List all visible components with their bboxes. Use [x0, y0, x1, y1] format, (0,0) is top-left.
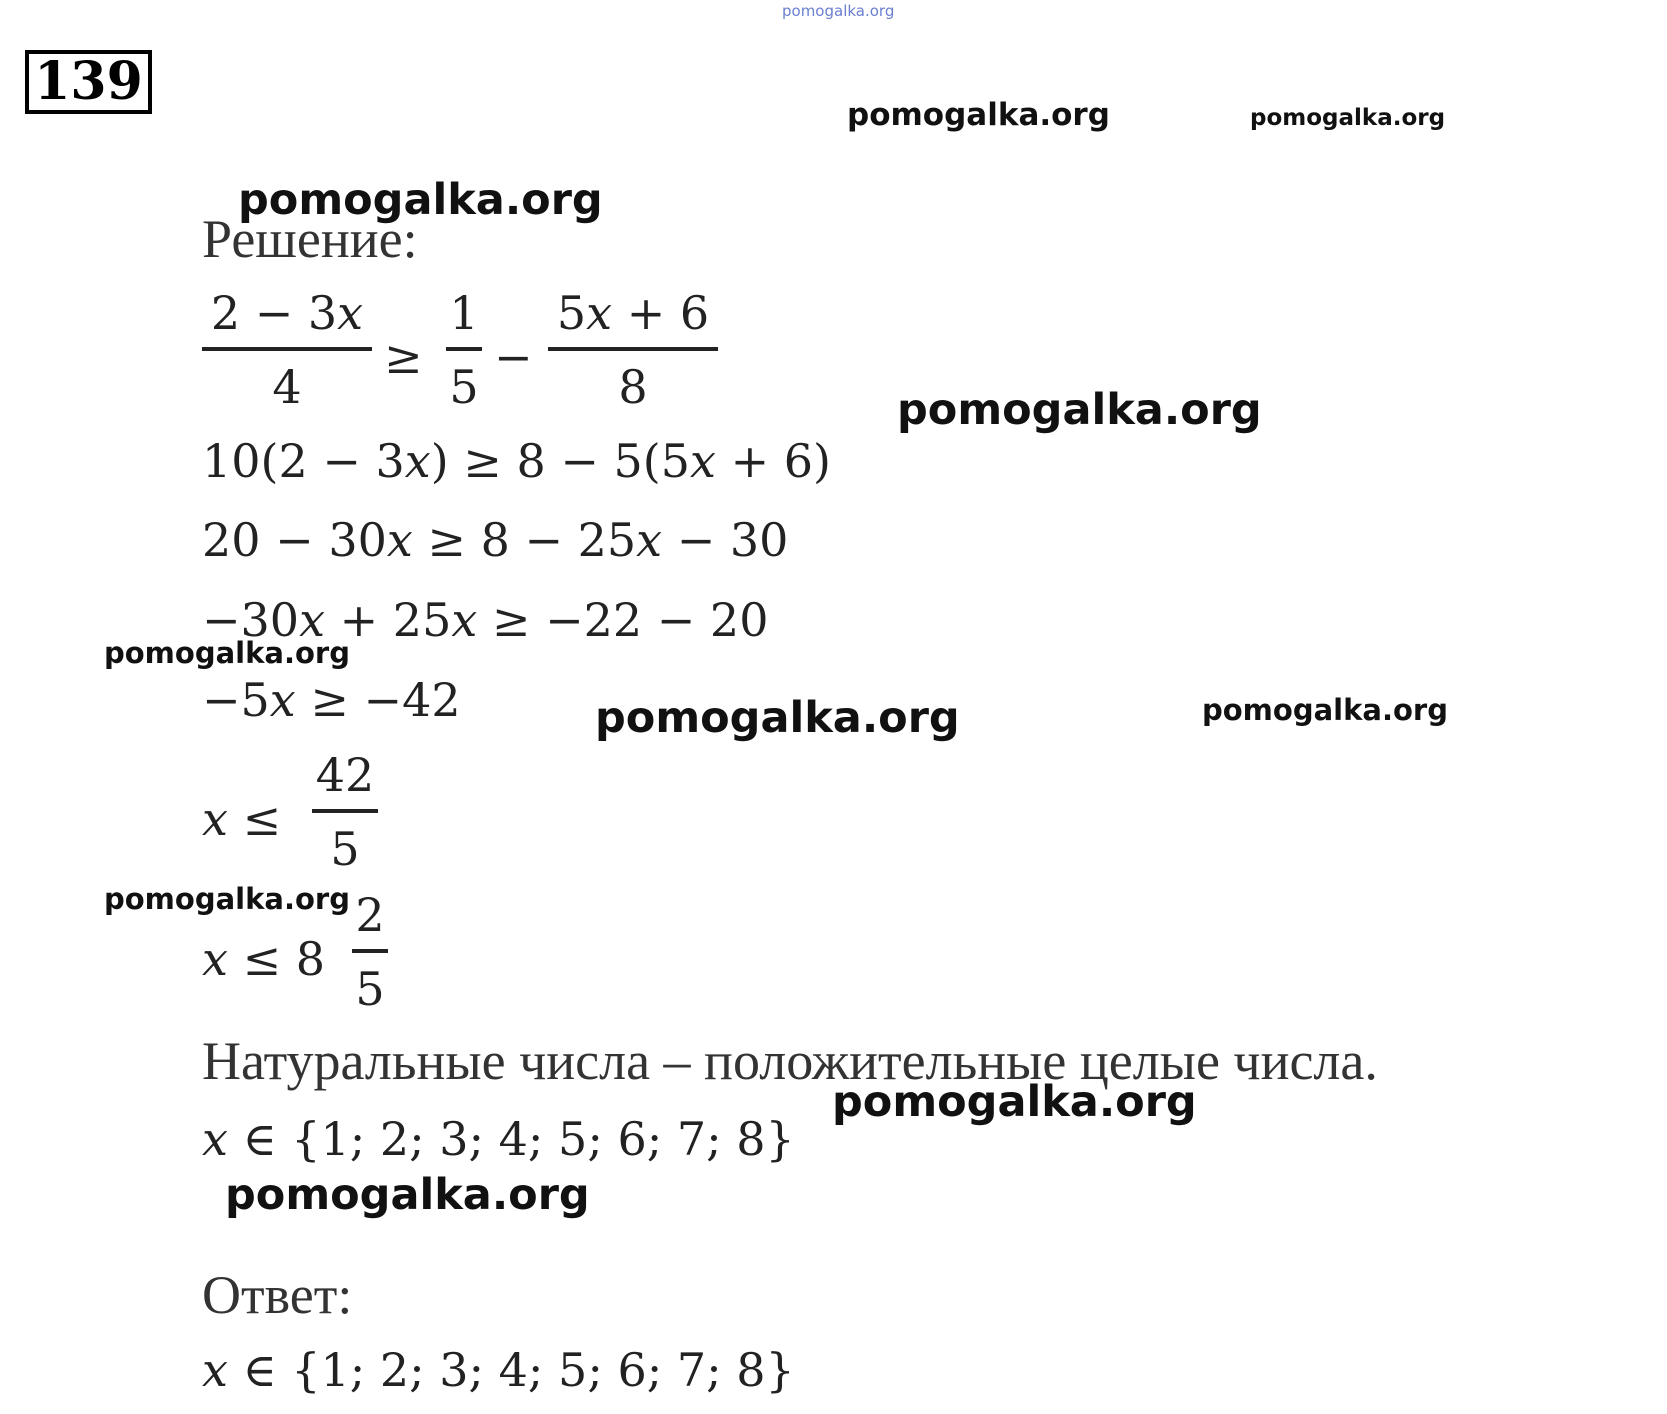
fraction-bar [446, 347, 482, 351]
minus-sign: − [494, 330, 533, 384]
fraction-numerator: 42 [315, 748, 375, 802]
fraction-2-5 [352, 887, 388, 1017]
watermark: pomogalka.org [1202, 693, 1448, 727]
watermark: pomogalka.org [1250, 105, 1446, 131]
fraction-numerator: 2 − 3𝑥 [210, 286, 364, 340]
fraction-bar [548, 347, 718, 351]
fraction-denominator: 4 [272, 360, 302, 414]
fraction-denominator: 5 [355, 962, 385, 1016]
step-lhs: 𝑥 ≤ 8 [202, 932, 325, 986]
solution-set-line: 𝑥 ∈ {1; 2; 3; 4; 5; 6; 7; 8} [202, 1112, 795, 1166]
watermark: pomogalka.org [104, 636, 350, 670]
watermark: pomogalka.org [897, 385, 1262, 435]
watermark: pomogalka.org [225, 1170, 590, 1220]
fraction-bar [202, 347, 372, 351]
relation-sign: ≥ [384, 330, 423, 384]
fraction-denominator: 5 [330, 822, 360, 876]
fraction-numerator: 2 [355, 888, 385, 942]
step-lhs: 𝑥 ≤ [202, 792, 282, 846]
watermark: pomogalka.org [104, 882, 350, 916]
step-line: 10(2 − 3𝑥) ≥ 8 − 5(5𝑥 + 6) [202, 434, 831, 488]
fraction-denominator: 5 [449, 360, 479, 414]
fraction-42-5 [312, 747, 378, 877]
fraction-bar [312, 809, 378, 813]
fraction-numerator: 1 [449, 286, 479, 340]
fraction-denominator: 8 [618, 360, 648, 414]
step-line: −30𝑥 + 25𝑥 ≥ −22 − 20 [202, 593, 769, 647]
step-line: 20 − 30𝑥 ≥ 8 − 25𝑥 − 30 [202, 513, 789, 567]
watermark: pomogalka.org [595, 693, 960, 743]
watermark: pomogalka.org [847, 97, 1110, 133]
watermark: pomogalka.org [832, 1077, 1197, 1127]
answer-line: 𝑥 ∈ {1; 2; 3; 4; 5; 6; 7; 8} [202, 1343, 795, 1397]
fraction-right [548, 285, 718, 415]
fraction-middle [446, 285, 482, 415]
natural-numbers-note: Натуральные числа – положительные целые числа. [202, 1031, 1378, 1091]
answer-label: Ответ: [202, 1265, 353, 1325]
step-line: −5𝑥 ≥ −42 [202, 673, 461, 727]
fraction-bar [352, 949, 388, 953]
problem-number: 139 [25, 50, 152, 114]
watermark-top: pomogalka.org [782, 2, 895, 20]
fraction-numerator: 5𝑥 + 6 [556, 286, 710, 340]
solution-heading: Решение: [202, 209, 418, 269]
watermark: pomogalka.org [238, 175, 603, 225]
fraction-left [202, 285, 372, 415]
